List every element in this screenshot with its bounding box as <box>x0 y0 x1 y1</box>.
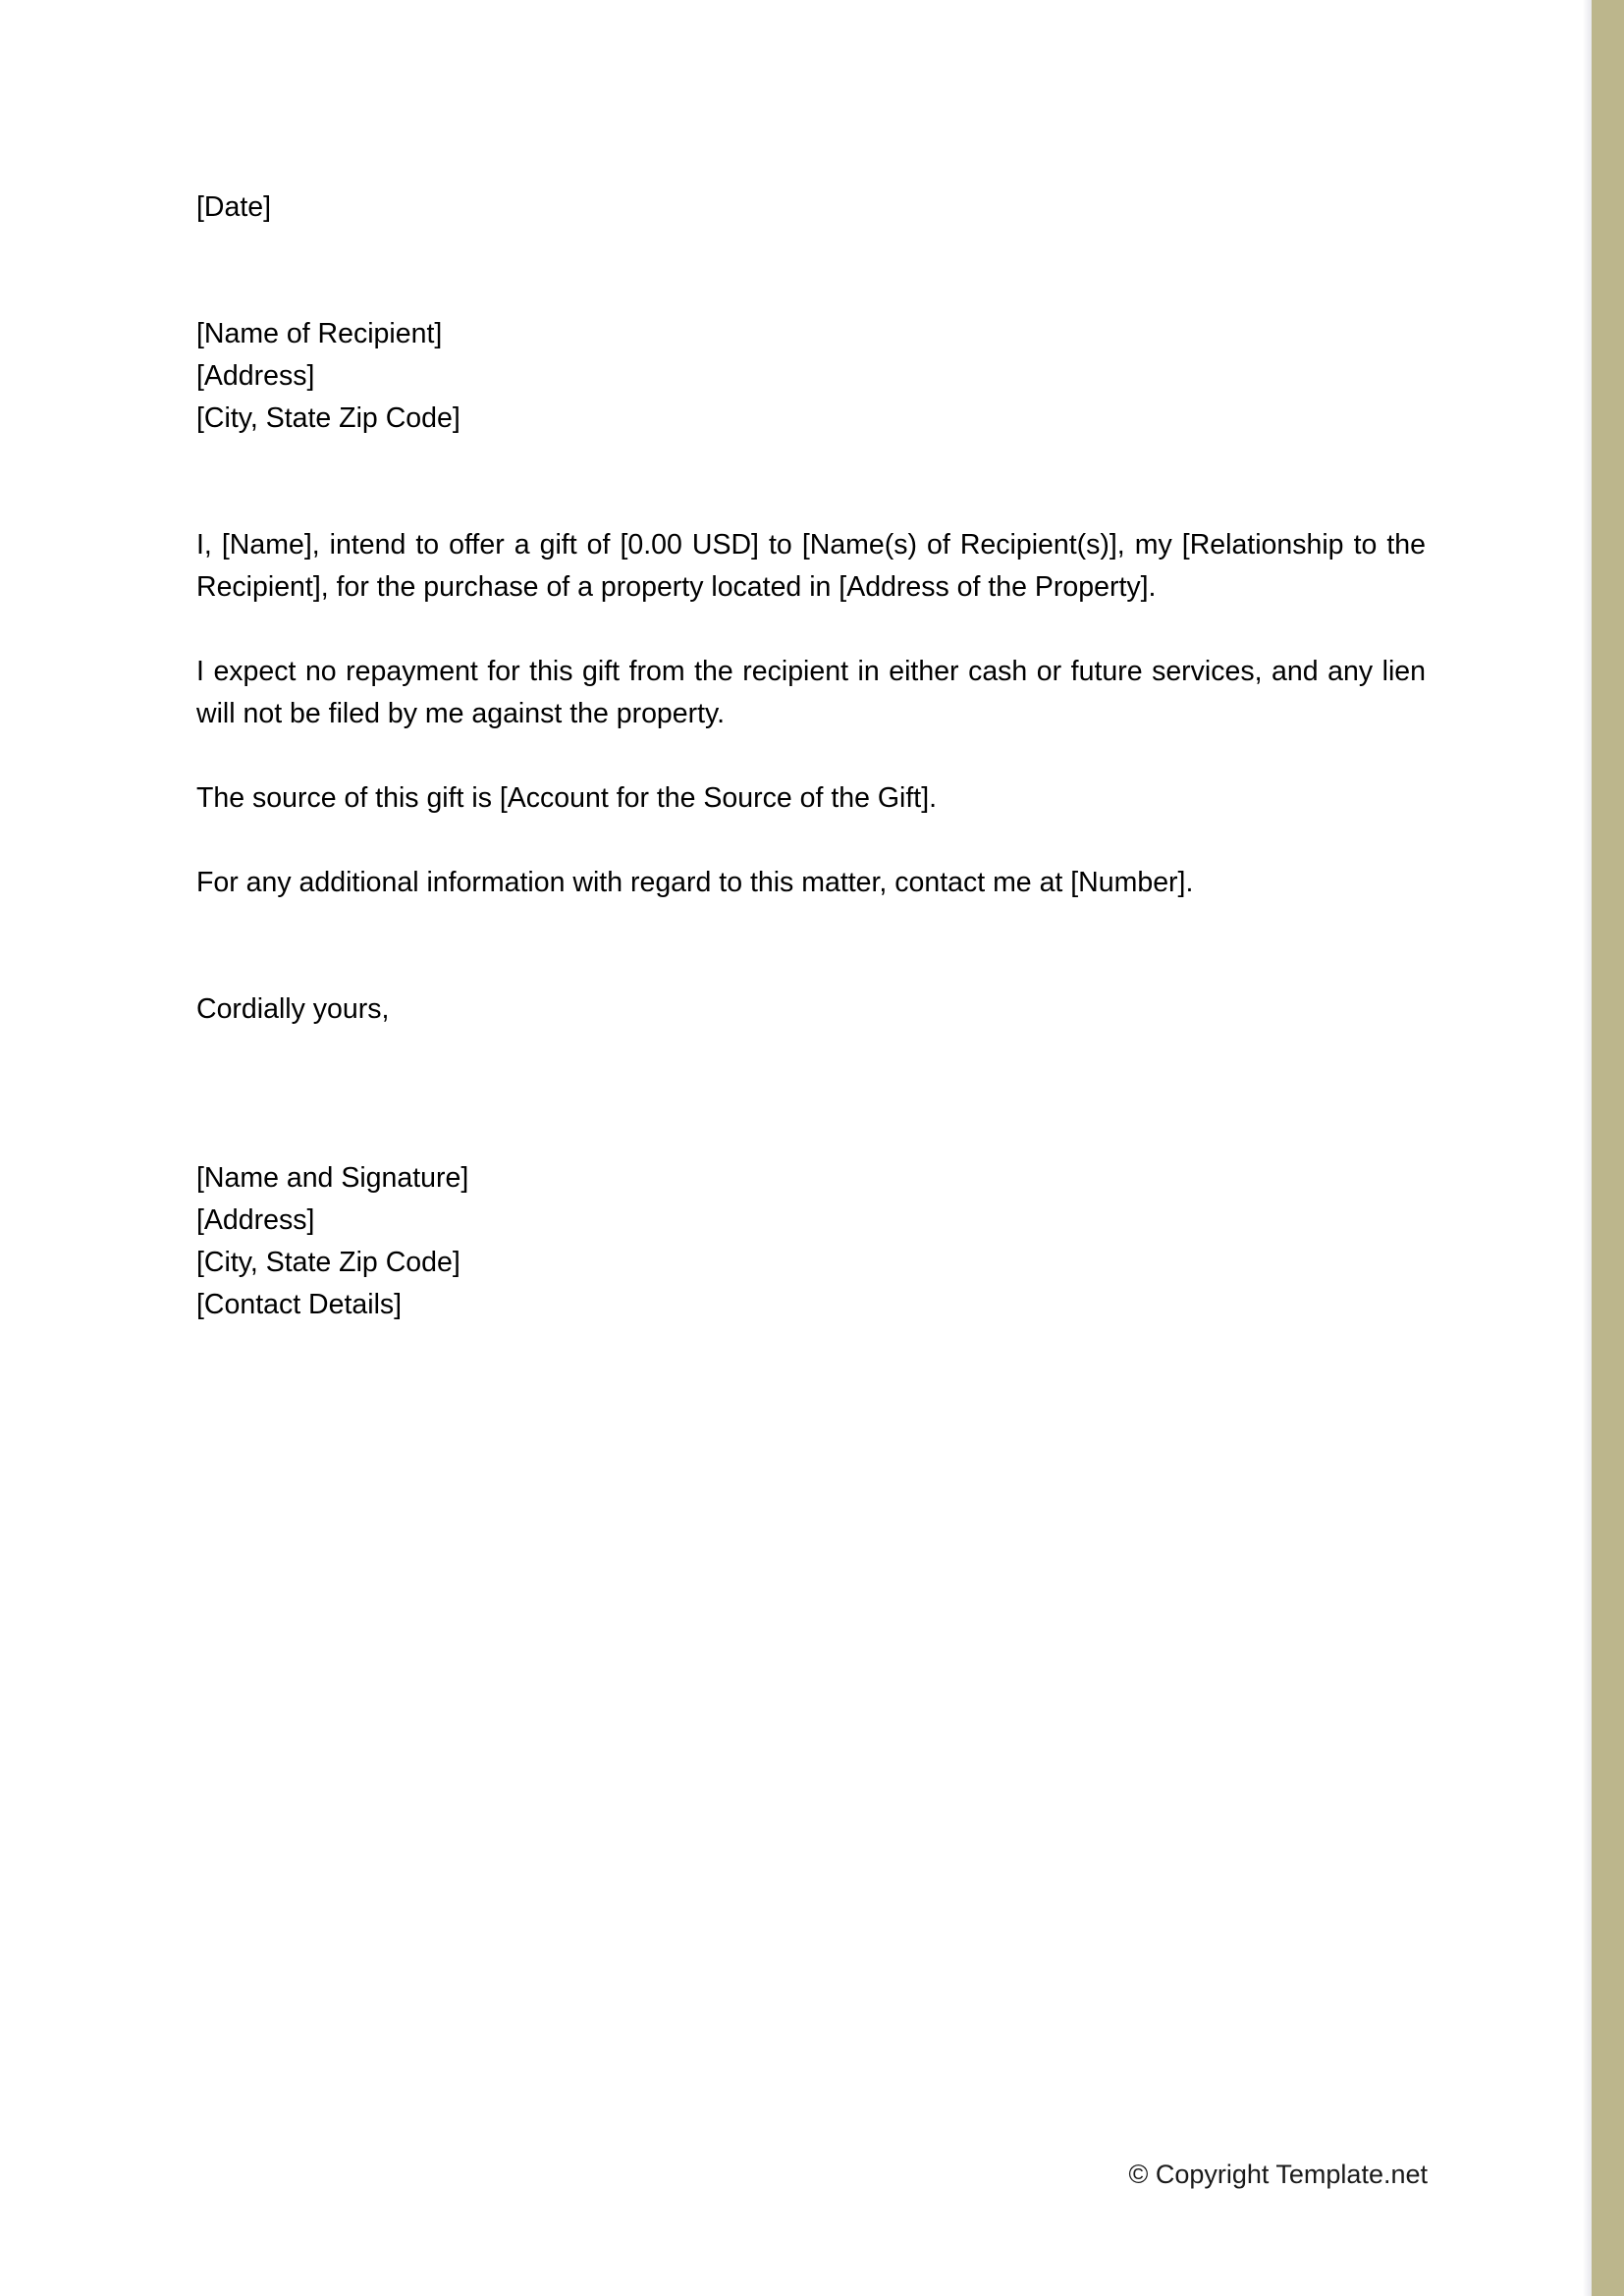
recipient-name: [Name of Recipient] <box>196 318 443 349</box>
paragraph-gift-source: The source of this gift is [Account for the Source of the Gift]. <box>196 782 938 814</box>
recipient-address: [Address] <box>196 360 315 392</box>
closing: Cordially yours, <box>196 993 390 1025</box>
side-background-bar <box>1592 0 1624 2296</box>
copyright-footer: © Copyright Template.net <box>1128 2160 1428 2189</box>
letter-date: [Date] <box>196 191 272 223</box>
paragraph-gift-offer: I, [Name], intend to offer a gift of [0.00 USD] to [Name(s) of Recipient(s)], my [Relationship to the Recipient], for the purchase of a property located in [Address of the Property]. <box>196 529 1426 603</box>
paragraph-contact: For any additional information with regard to this matter, contact me at [Number]. <box>196 867 1194 898</box>
paragraph-no-repayment: I expect no repayment for this gift from the recipient in either cash or future services, and any lien will not be filed by me against the property. <box>196 656 1426 729</box>
sender-contact-details: [Contact Details] <box>196 1289 403 1320</box>
sender-address: [Address] <box>196 1204 315 1236</box>
recipient-city-state-zip: [City, State Zip Code] <box>196 402 460 434</box>
sender-city-state-zip: [City, State Zip Code] <box>196 1247 460 1278</box>
sender-name-signature: [Name and Signature] <box>196 1162 469 1194</box>
